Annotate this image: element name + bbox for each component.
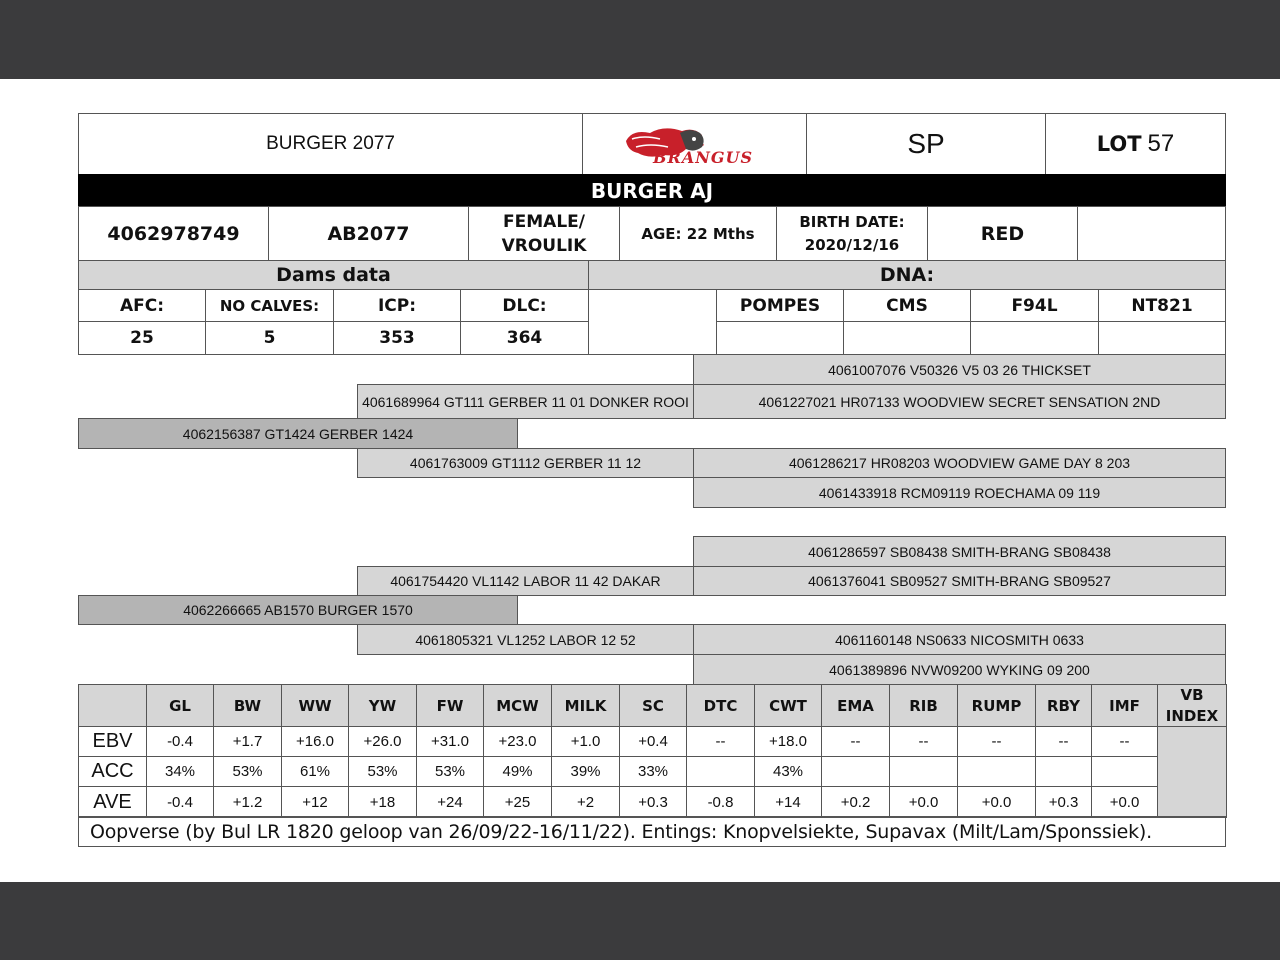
dna-header-cms-text: CMS [886,295,928,316]
ebv-ave-rump-text: +0.0 [981,793,1012,811]
ebv-row-label-acc [78,756,147,787]
dna-value-pompes [716,321,844,355]
dams-value-calves-text: 5 [263,328,276,348]
ebv-header-sc-text: SC [642,696,664,715]
ebv-ebv-fw-text: +31.0 [431,733,469,750]
ebv-ave-rby-text: +0.3 [1048,793,1079,811]
ebv-ebv-fw [416,726,484,757]
top-frame-bar [0,0,1280,79]
dams-title-text: Dams data [276,264,391,286]
ebv-ebv-mcw-text: +23.0 [498,733,537,750]
logo-text: BRANGUS [653,148,754,167]
ebv-acc-dtc [686,756,755,787]
ebv-ebv-cwt [754,726,822,757]
ebv-ebv-rby [1035,726,1092,757]
ebv-header-milk-text: MILK [564,696,607,715]
ebv-header-ww [281,684,349,727]
ebv-row-label-ave-text: AVE [93,790,132,813]
ebv-ave-yw [348,786,417,818]
ebv-acc-ww-text: 61% [299,763,331,780]
pedigree-dam-sire [357,566,694,596]
dams-value-icp-text: 353 [379,328,415,348]
ebv-acc-mcw [483,756,552,787]
dams-header-dlc-text: DLC: [502,295,547,316]
ebv-ave-yw-text: +18 [369,793,396,811]
ebv-header-bw-text: BW [233,696,262,715]
ebv-acc-sc-text: 33% [637,763,669,780]
pedigree-sdd-text: 4061433918 RCM09119 ROECHAMA 09 119 [818,484,1101,501]
code: SP [907,128,945,159]
ebv-ebv-rump [957,726,1036,757]
ebv-row-label-ebv-text: EBV [92,730,133,752]
ebv-acc-ema [821,756,890,787]
pedigree-dds [693,624,1226,655]
animal-name: BURGER 2077 [266,133,395,154]
dna-value-cms [843,321,971,355]
pedigree-sire-dam-text: 4061763009 GT1112 GERBER 11 12 [409,455,642,471]
ebv-header-sc [619,684,687,727]
ebv-ave-milk [551,786,620,818]
ebv-ave-imf [1091,786,1158,818]
ebv-ave-ww-text: +12 [302,793,328,811]
ebv-ave-bw-text: +1.2 [232,793,263,811]
ebv-ebv-yw-text: +26.0 [363,733,402,750]
dams-header-afc [78,289,206,322]
dams-title [78,260,589,290]
sex-line1: FEMALE/ [503,211,585,232]
pedigree-dam-sire-text: 4061754420 VL1142 LABOR 11 42 DAKAR [390,573,661,589]
ebv-acc-ww [281,756,349,787]
ebv-acc-fw-text: 53% [434,763,466,780]
ebv-ave-rib-text: +0.0 [908,793,939,811]
pedigree-ssd [693,384,1226,419]
ebv-acc-milk-text: 39% [570,763,601,780]
reg-code-text: AB2077 [327,222,410,245]
dams-value-calves [205,321,334,355]
ebv-ebv-gl [146,726,214,757]
ebv-header-ema-text: EMA [837,696,874,715]
pedigree-sire-sire-text: 4061689964 GT111 GERBER 11 01 DONKER ROOI [362,393,689,410]
pedigree-dss [693,536,1226,567]
ebv-ave-sc [619,786,687,818]
ebv-acc-rump [957,756,1036,787]
dams-value-dlc-text: 364 [506,328,543,348]
ebv-ebv-ww-text: +16.0 [296,733,334,750]
dna-value-f94l [970,321,1099,355]
remarks-text: Oopverse (by Bul LR 1820 geloop van 26/09/22-16/11/22). Entings: Knopvelsiekte, Supavax (Milt/Lam/Sponssiek). [90,820,1152,843]
ebv-ebv-mcw [483,726,552,757]
ebv-ebv-rump-text: -- [991,733,1002,750]
ebv-header-rib-text: RIB [909,696,938,715]
ebv-acc-gl-text: 34% [164,763,196,780]
ebv-row-label-acc-text: ACC [91,760,134,782]
ebv-vb-index-value [1157,726,1227,818]
ebv-header-bw [213,684,282,727]
pedigree-sdd [693,477,1226,508]
ebv-acc-bw-text: 53% [232,763,263,780]
pedigree-dss-text: 4061286597 SB08438 SMITH-BRANG SB08438 [808,543,1111,560]
ebv-header-yw-text: YW [368,696,397,715]
ebv-ebv-ema-text: -- [850,733,861,750]
ebv-header-ema [821,684,890,727]
pedigree-sds [693,448,1226,478]
dna-title [588,260,1226,290]
ebv-acc-yw-text: 53% [367,763,398,780]
ebv-row-label-ebv [78,726,147,757]
dna-header-pompes [716,289,844,322]
ebv-ebv-sc-text: +0.4 [638,733,668,750]
ebv-acc-imf [1091,756,1158,787]
ebv-ave-milk-text: +2 [576,793,595,811]
ebv-ave-dtc-text: -0.8 [707,793,734,811]
dams-value-afc [78,321,206,355]
pedigree-dsd [693,566,1226,596]
ebv-ebv-imf-text: -- [1119,733,1130,750]
remarks-row [78,816,1226,847]
dna-spacer [588,289,717,355]
ebv-acc-milk [551,756,620,787]
ebv-ave-mcw [483,786,552,818]
dams-value-icp [333,321,461,355]
ebv-ebv-ema [821,726,890,757]
identity-extra-cell [1077,206,1226,261]
ebv-acc-sc [619,756,687,787]
ebv-header-rump [957,684,1036,727]
pedigree-dsd-text: 4061376041 SB09527 SMITH-BRANG SB09527 [808,573,1111,589]
colour-cell [927,206,1078,261]
id-number [78,206,269,261]
ebv-header-rump-text: RUMP [971,696,1022,715]
dams-value-dlc [460,321,589,355]
ebv-ave-fw-text: +24 [437,793,463,811]
pedigree-sire-text: 4062156387 GT1424 GERBER 1424 [182,425,414,442]
ebv-header-rby [1035,684,1092,727]
ebv-acc-mcw-text: 49% [502,763,533,780]
lot-label: LOT [1096,132,1142,156]
vb-index-line2: INDEX [1165,706,1219,725]
ebv-ave-ema [821,786,890,818]
pedigree-dam-dam [357,624,694,655]
sex-cell [468,206,620,261]
ebv-ebv-dtc [686,726,755,757]
ebv-ebv-yw [348,726,417,757]
ebv-ave-ema-text: +0.2 [840,793,871,811]
ebv-header-yw [348,684,417,727]
ebv-ave-fw [416,786,484,818]
ebv-ave-sc-text: +0.3 [638,793,668,811]
dams-header-dlc [460,289,589,322]
ebv-ebv-rib [889,726,958,757]
ebv-header-cwt [754,684,822,727]
dams-header-calves-text: NO CALVES: [219,296,320,315]
lot-cell [1045,113,1226,175]
ebv-header-dtc [686,684,755,727]
dams-value-afc-text: 25 [130,328,154,348]
ebv-header-gl [146,684,214,727]
ebv-ave-dtc [686,786,755,818]
ebv-header-fw-text: FW [436,696,464,715]
ebv-ebv-imf [1091,726,1158,757]
sex-line2: VROULIK [501,235,587,256]
ebv-acc-rby [1035,756,1092,787]
birth-date: 2020/12/16 [804,235,900,254]
dams-header-icp-text: ICP: [377,295,417,316]
pedigree-sss-text: 4061007076 V50326 V5 03 26 THICKSET [828,361,1091,378]
age-text: AGE: 22 Mths [641,224,755,243]
ebv-ave-cwt [754,786,822,818]
ebv-header-mcw [483,684,552,727]
ebv-acc-bw [213,756,282,787]
brangus-logo [582,113,807,175]
ebv-header-ww-text: WW [298,696,332,715]
ebv-acc-gl [146,756,214,787]
ebv-header-rib [889,684,958,727]
dams-header-afc-text: AFC: [119,295,165,316]
dna-header-nt821 [1098,289,1226,322]
ebv-ave-gl-text: -0.4 [167,793,193,811]
pedigree-dam [78,595,518,625]
pedigree-dds-text: 4061160148 NS0633 NICOSMITH 0633 [835,631,1084,648]
ebv-ebv-bw [213,726,282,757]
ebv-row-label-ave [78,786,147,818]
dna-header-f94l [970,289,1099,322]
ebv-header-dtc-text: DTC [703,696,738,715]
pedigree-dam-text: 4062266665 AB1570 BURGER 1570 [183,602,413,618]
ebv-header-imf [1091,684,1158,727]
ebv-ebv-gl-text: -0.4 [167,733,193,750]
ebv-ebv-bw-text: +1.7 [232,733,263,750]
dna-header-pompes-text: POMPES [739,295,821,316]
pedigree-ddd [693,654,1226,685]
id-number-text: 4062978749 [107,222,240,245]
ebv-ave-imf-text: +0.0 [1109,793,1140,811]
ebv-ave-cwt-text: +14 [775,793,801,811]
ebv-header-imf-text: IMF [1109,696,1140,715]
pedigree-ssd-text: 4061227021 HR07133 WOODVIEW SECRET SENSATION 2ND [758,393,1161,410]
ebv-ebv-milk-text: +1.0 [570,733,601,750]
pedigree-sss [693,354,1226,385]
dna-value-nt821 [1098,321,1226,355]
ebv-ave-gl [146,786,214,818]
pedigree-sire [78,418,518,449]
ebv-ebv-milk [551,726,620,757]
birth-date-cell [776,206,928,261]
ebv-ave-ww [281,786,349,818]
dams-header-icp [333,289,461,322]
code-cell [806,113,1046,175]
ebv-ebv-sc [619,726,687,757]
breeder-bar [78,174,1226,207]
ebv-header-rby-text: RBY [1046,696,1081,715]
ebv-ave-rib [889,786,958,818]
pedigree-sire-dam [357,448,694,478]
pedigree-dam-dam-text: 4061805321 VL1252 LABOR 12 52 [415,631,636,648]
pedigree-sds-text: 4061286217 HR08203 WOODVIEW GAME DAY 8 203 [788,455,1131,471]
ebv-acc-fw [416,756,484,787]
ebv-ave-mcw-text: +25 [504,793,531,811]
breeder-name: BURGER AJ [590,178,714,203]
ebv-ebv-ww [281,726,349,757]
bottom-frame-bar [0,882,1280,960]
ebv-header-fw [416,684,484,727]
ebv-acc-cwt [754,756,822,787]
pedigree-ddd-text: 4061389896 NVW09200 WYKING 09 200 [829,661,1090,678]
ebv-header-vb-index [1157,684,1227,727]
ebv-header-mcw-text: MCW [496,696,539,715]
ebv-ave-rby [1035,786,1092,818]
ebv-ebv-rby-text: -- [1058,733,1069,750]
dna-header-f94l-text: F94L [1011,295,1058,316]
animal-name-cell [78,113,583,175]
vb-index-line1: VB [1180,685,1204,704]
ebv-header-cwt-text: CWT [769,696,807,715]
dna-title-text: DNA: [879,264,935,286]
ebv-acc-yw [348,756,417,787]
birth-label: BIRTH DATE: [799,212,905,231]
ebv-ebv-dtc-text: -- [715,733,726,750]
dna-header-cms [843,289,971,322]
ebv-ave-rump [957,786,1036,818]
pedigree-sire-sire [357,384,694,419]
colour-text: RED [980,222,1025,245]
ebv-header-milk [551,684,620,727]
ebv-acc-rib [889,756,958,787]
ebv-ave-bw [213,786,282,818]
ebv-ebv-rib-text: -- [918,733,929,750]
ebv-corner-cell [78,684,147,727]
lot-number: 57 [1147,130,1175,157]
dams-header-calves [205,289,334,322]
ebv-acc-cwt-text: 43% [772,763,804,780]
ebv-header-gl-text: GL [169,696,191,715]
dna-header-nt821-text: NT821 [1131,295,1193,316]
reg-code [268,206,469,261]
age-cell [619,206,777,261]
ebv-ebv-cwt-text: +18.0 [769,733,807,750]
